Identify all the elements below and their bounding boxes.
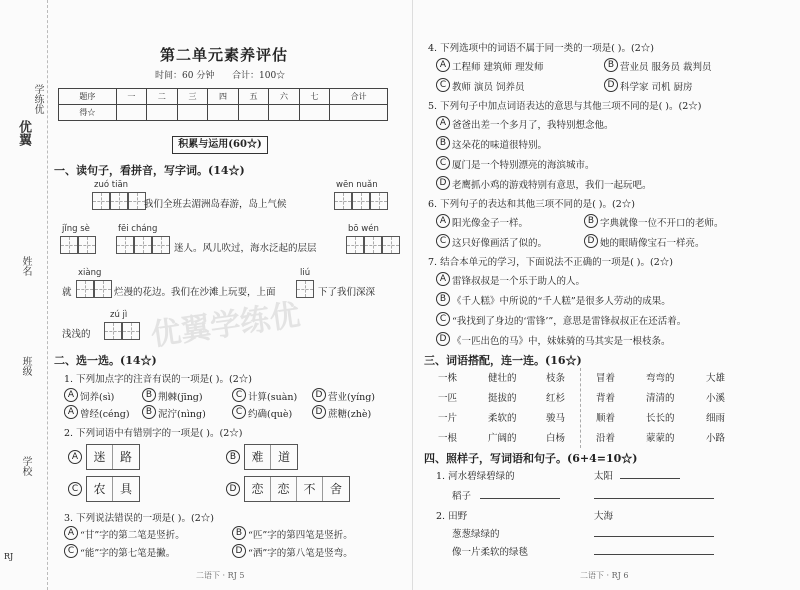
score-input-cell[interactable]: [330, 105, 388, 121]
exam-time: 时间：60 分钟: [155, 71, 215, 81]
option-d-icon: D: [604, 78, 618, 92]
word-char: 迷: [87, 445, 113, 469]
class-label: 班级: [20, 356, 31, 376]
word-char: 具: [119, 482, 132, 496]
tian-box[interactable]: [296, 280, 314, 298]
option-c-icon: C: [436, 312, 450, 326]
option-b-icon: B: [604, 58, 618, 72]
match-word[interactable]: 一片: [438, 413, 458, 424]
score-input-cell[interactable]: [299, 105, 330, 121]
tian-box[interactable]: [346, 236, 364, 254]
score-header-cell: 四: [208, 89, 239, 105]
option-text: 营业员 服务员 裁判员: [620, 62, 712, 73]
sentence-text: 烂漫的花边。我们在沙滩上玩耍，上面: [114, 287, 276, 298]
example-sentence: 2. 田野: [436, 511, 468, 522]
option-a-icon: A: [64, 388, 78, 402]
tian-box[interactable]: [334, 192, 352, 210]
score-input-cell[interactable]: [177, 105, 208, 121]
match-word[interactable]: 一株: [438, 373, 458, 384]
match-word[interactable]: 健壮的: [488, 373, 517, 384]
option-c-icon: C: [68, 482, 82, 496]
score-header-cell: 六: [269, 89, 300, 105]
option-c-icon: C: [436, 78, 450, 92]
sentence-text: 下了我们深深: [318, 287, 376, 298]
option-text: 泥泞(nìng): [158, 409, 206, 420]
option-d-icon: D: [226, 482, 240, 496]
tian-box[interactable]: [364, 236, 382, 254]
score-input-cell[interactable]: [147, 105, 178, 121]
word-box: [86, 444, 140, 470]
option-text: 荆棘(jīng): [158, 392, 203, 403]
match-word[interactable]: 冒着: [596, 373, 616, 384]
score-input-cell[interactable]: [238, 105, 269, 121]
option-d-icon: D: [584, 234, 598, 248]
option-text: 这朵花的味道很特别。: [452, 140, 548, 151]
pinyin: xiàng: [78, 268, 102, 278]
option-a-icon: A: [436, 214, 450, 228]
option-text: 科学家 司机 厨房: [620, 82, 693, 93]
match-word[interactable]: 小路: [706, 433, 726, 444]
q2-title: 二、选一选。(14☆): [54, 354, 157, 367]
option-text: 教师 演员 饲养员: [452, 82, 525, 93]
answer-line[interactable]: [594, 554, 714, 555]
section-banner: 积累与运用(60☆): [172, 136, 268, 154]
pinyin: zuó tiān: [94, 180, 129, 190]
option-b-icon: B: [142, 405, 156, 419]
option-c-icon: C: [232, 405, 246, 419]
example-sentence: 葱葱绿绿的: [452, 529, 500, 540]
word-char: 路: [119, 450, 132, 464]
score-header-cell: 一: [116, 89, 147, 105]
match-word[interactable]: 弯弯的: [646, 373, 675, 384]
option-text: 蔗糖(zhè): [328, 409, 372, 420]
option-text: 这只好像画活了似的。: [452, 238, 548, 249]
option-text: 营业(yíng): [328, 392, 376, 403]
option-text: 曾经(céng): [80, 409, 130, 420]
school-label: 学校: [20, 456, 31, 476]
option-a-icon: A: [436, 116, 450, 130]
option-b-icon: B: [226, 450, 240, 464]
question-stem: 6. 下列句子的表达和其他三项不同的是( )。(2☆): [428, 199, 635, 210]
match-word[interactable]: 长长的: [646, 413, 675, 424]
option-d-icon: D: [232, 544, 246, 558]
option-text: 约确(què): [248, 409, 293, 420]
answer-line[interactable]: [480, 498, 560, 499]
score-header-cell: 三: [177, 89, 208, 105]
option-text: “匹”字的第四笔是竖折。: [248, 530, 353, 541]
option-d-icon: D: [436, 176, 450, 190]
match-word[interactable]: 红杉: [546, 393, 566, 404]
match-word[interactable]: 顺着: [596, 413, 616, 424]
match-word[interactable]: 白杨: [546, 433, 566, 444]
option-text: 老鹰抓小鸡的游戏特别有意思，我们一起玩吧。: [452, 180, 652, 191]
match-word[interactable]: 细雨: [706, 413, 726, 424]
option-d-icon: D: [436, 332, 450, 346]
answer-line[interactable]: [594, 498, 714, 499]
match-word[interactable]: 小溪: [706, 393, 726, 404]
question-stem: 3. 下列说法错误的一项是( )。(2☆): [64, 513, 214, 524]
match-word[interactable]: 清清的: [646, 393, 675, 404]
tian-box[interactable]: [134, 236, 152, 254]
option-text: 她的眼睛像宝石一样亮。: [600, 238, 705, 249]
tian-box[interactable]: [382, 236, 400, 254]
match-word[interactable]: 枝条: [546, 373, 566, 384]
option-b-icon: B: [232, 526, 246, 540]
tian-box[interactable]: [110, 192, 128, 210]
prompt-word: 大海: [594, 511, 614, 522]
tian-box[interactable]: [116, 236, 134, 254]
tian-box[interactable]: [92, 192, 110, 210]
score-header-cell: 七: [299, 89, 330, 105]
option-c-icon: C: [64, 544, 78, 558]
option-text: 《一匹出色的马》中，妹妹骑的马其实是一根枝条。: [452, 336, 671, 347]
match-word[interactable]: 广阔的: [488, 433, 517, 444]
q1-title: 一、读句子，看拼音，写字词。(14☆): [54, 164, 245, 177]
brand-logo: 优翼: [16, 120, 31, 146]
word-char: 农: [87, 477, 113, 501]
match-word[interactable]: 挺拔的: [488, 393, 517, 404]
option-a-icon: A: [64, 405, 78, 419]
option-c-icon: C: [436, 156, 450, 170]
word-char: 舍: [329, 482, 342, 496]
option-text: 工程师 建筑师 理发师: [452, 62, 544, 73]
option-text: 饲养(sì): [80, 392, 115, 403]
answer-line[interactable]: [620, 478, 680, 479]
question-stem: 4. 下列选项中的词语不属于同一类的一项是( )。(2☆): [428, 43, 654, 54]
word-char: 不: [297, 477, 323, 501]
match-word[interactable]: 骏马: [546, 413, 566, 424]
word-box: [244, 476, 350, 502]
score-header-cell: 合计: [330, 89, 388, 105]
page-footer: 二语下 · RJ 6: [580, 571, 629, 580]
option-text: “能”字的第七笔是撇。: [80, 548, 176, 559]
q3sec-title: 三、词语搭配，连一连。(16☆): [424, 354, 582, 367]
option-b-icon: B: [436, 292, 450, 306]
match-word[interactable]: 大雄: [706, 373, 726, 384]
sentence-text: 迷人。风儿吹过，海水泛起的层层: [174, 243, 317, 254]
pinyin: zú jì: [110, 310, 128, 320]
page-title: 第二单元素养评估: [160, 46, 289, 64]
page-divider: [412, 0, 413, 590]
tian-box[interactable]: [76, 280, 94, 298]
name-label: 姓名: [20, 256, 31, 276]
question-stem: 5. 下列句子中加点词语表达的意思与其他三项不同的是( )。(2☆): [428, 101, 702, 112]
option-b-icon: B: [584, 214, 598, 228]
option-a-icon: A: [436, 272, 450, 286]
word-box: [244, 444, 298, 470]
page-footer: 二语下 · RJ 5: [196, 571, 245, 580]
score-header-cell: 二: [147, 89, 178, 105]
tian-box[interactable]: [122, 322, 140, 340]
watermark: 优翼学练优: [148, 297, 303, 354]
score-header-cell: 题序: [59, 89, 117, 105]
column-separator: [580, 368, 581, 448]
rj-label: RJ: [4, 552, 14, 561]
brand-sub: 学练优: [32, 84, 43, 114]
option-c-icon: C: [436, 234, 450, 248]
pinyin: jǐng sè: [62, 224, 90, 234]
pinyin: wēn nuǎn: [336, 180, 378, 190]
option-text: “我找到了身边的‘雷锋’”，意思是雷锋叔叔正在还活着。: [452, 316, 687, 327]
option-a-icon: A: [68, 450, 82, 464]
sentence-text: 我们全班去湄洲岛春游，岛上气候: [144, 199, 287, 210]
score-table: [58, 88, 388, 121]
match-word[interactable]: 背着: [596, 393, 616, 404]
binding-sidebar: [0, 0, 48, 590]
answer-line[interactable]: [594, 536, 714, 537]
question-stem: 2. 下列词语中有错别字的一项是( )。(2☆): [64, 428, 243, 439]
option-text: “洒”字的第八笔是竖弯。: [248, 548, 353, 559]
word-box: [86, 476, 140, 502]
tian-box[interactable]: [60, 236, 78, 254]
option-text: 阳光像金子一样。: [452, 218, 529, 229]
score-input-cell[interactable]: [269, 105, 300, 121]
option-text: 计算(suàn): [248, 392, 298, 403]
score-input-cell[interactable]: [208, 105, 239, 121]
option-text: 厦门是一个特别漂亮的海滨城市。: [452, 160, 595, 171]
word-char: 恋: [271, 477, 297, 501]
match-word[interactable]: 沿着: [596, 433, 616, 444]
option-b-icon: B: [142, 388, 156, 402]
option-a-icon: A: [436, 58, 450, 72]
word-char: 恋: [245, 477, 271, 501]
option-d-icon: D: [312, 405, 326, 419]
option-text: 爸爸出差一个多月了，我特别想念他。: [452, 120, 614, 131]
tian-box[interactable]: [94, 280, 112, 298]
option-text: 雷锋叔叔是一个乐于助人的人。: [452, 276, 586, 287]
sentence-text: 就: [62, 287, 72, 298]
option-c-icon: C: [232, 388, 246, 402]
tian-box[interactable]: [352, 192, 370, 210]
option-text: 《千人糕》中所说的“千人糕”是很多人劳动的成果。: [452, 296, 671, 307]
tian-box[interactable]: [152, 236, 170, 254]
option-text: “甘”字的第二笔是竖折。: [80, 530, 185, 541]
option-a-icon: A: [64, 526, 78, 540]
score-row-label: 得☆: [59, 105, 117, 121]
prompt-word: 稻子: [452, 491, 472, 502]
exam-total: 合计：100☆: [232, 71, 286, 81]
tian-box[interactable]: [78, 236, 96, 254]
option-b-icon: B: [436, 136, 450, 150]
question-stem: 1. 下列加点字的注音有误的一项是( )。(2☆): [64, 374, 252, 385]
score-header-cell: 五: [238, 89, 269, 105]
option-text: 字典就像一位不开口的老师。: [600, 218, 724, 229]
match-word[interactable]: 柔软的: [488, 413, 517, 424]
word-char: 难: [245, 445, 271, 469]
tian-box[interactable]: [370, 192, 388, 210]
tian-box[interactable]: [104, 322, 122, 340]
prompt-word: 太阳: [594, 471, 614, 482]
q4sec-title: 四、照样子，写词语和句子。(6+4=10☆): [424, 452, 638, 465]
match-word[interactable]: 蒙蒙的: [646, 433, 675, 444]
word-char: 道: [277, 450, 290, 464]
example-sentence: 像一片柔软的绿毯: [452, 547, 529, 558]
score-input-cell[interactable]: [116, 105, 147, 121]
pinyin: fēi cháng: [118, 224, 158, 234]
match-word[interactable]: 一根: [438, 433, 458, 444]
option-d-icon: D: [312, 388, 326, 402]
pinyin: bō wén: [348, 224, 379, 234]
question-stem: 7. 结合本单元的学习，下面说法不正确的一项是( )。(2☆): [428, 257, 673, 268]
match-word[interactable]: 一匹: [438, 393, 458, 404]
sentence-text: 浅浅的: [62, 329, 91, 340]
pinyin: liú: [300, 268, 311, 278]
example-sentence: 1. 河水碧绿碧绿的: [436, 471, 515, 482]
